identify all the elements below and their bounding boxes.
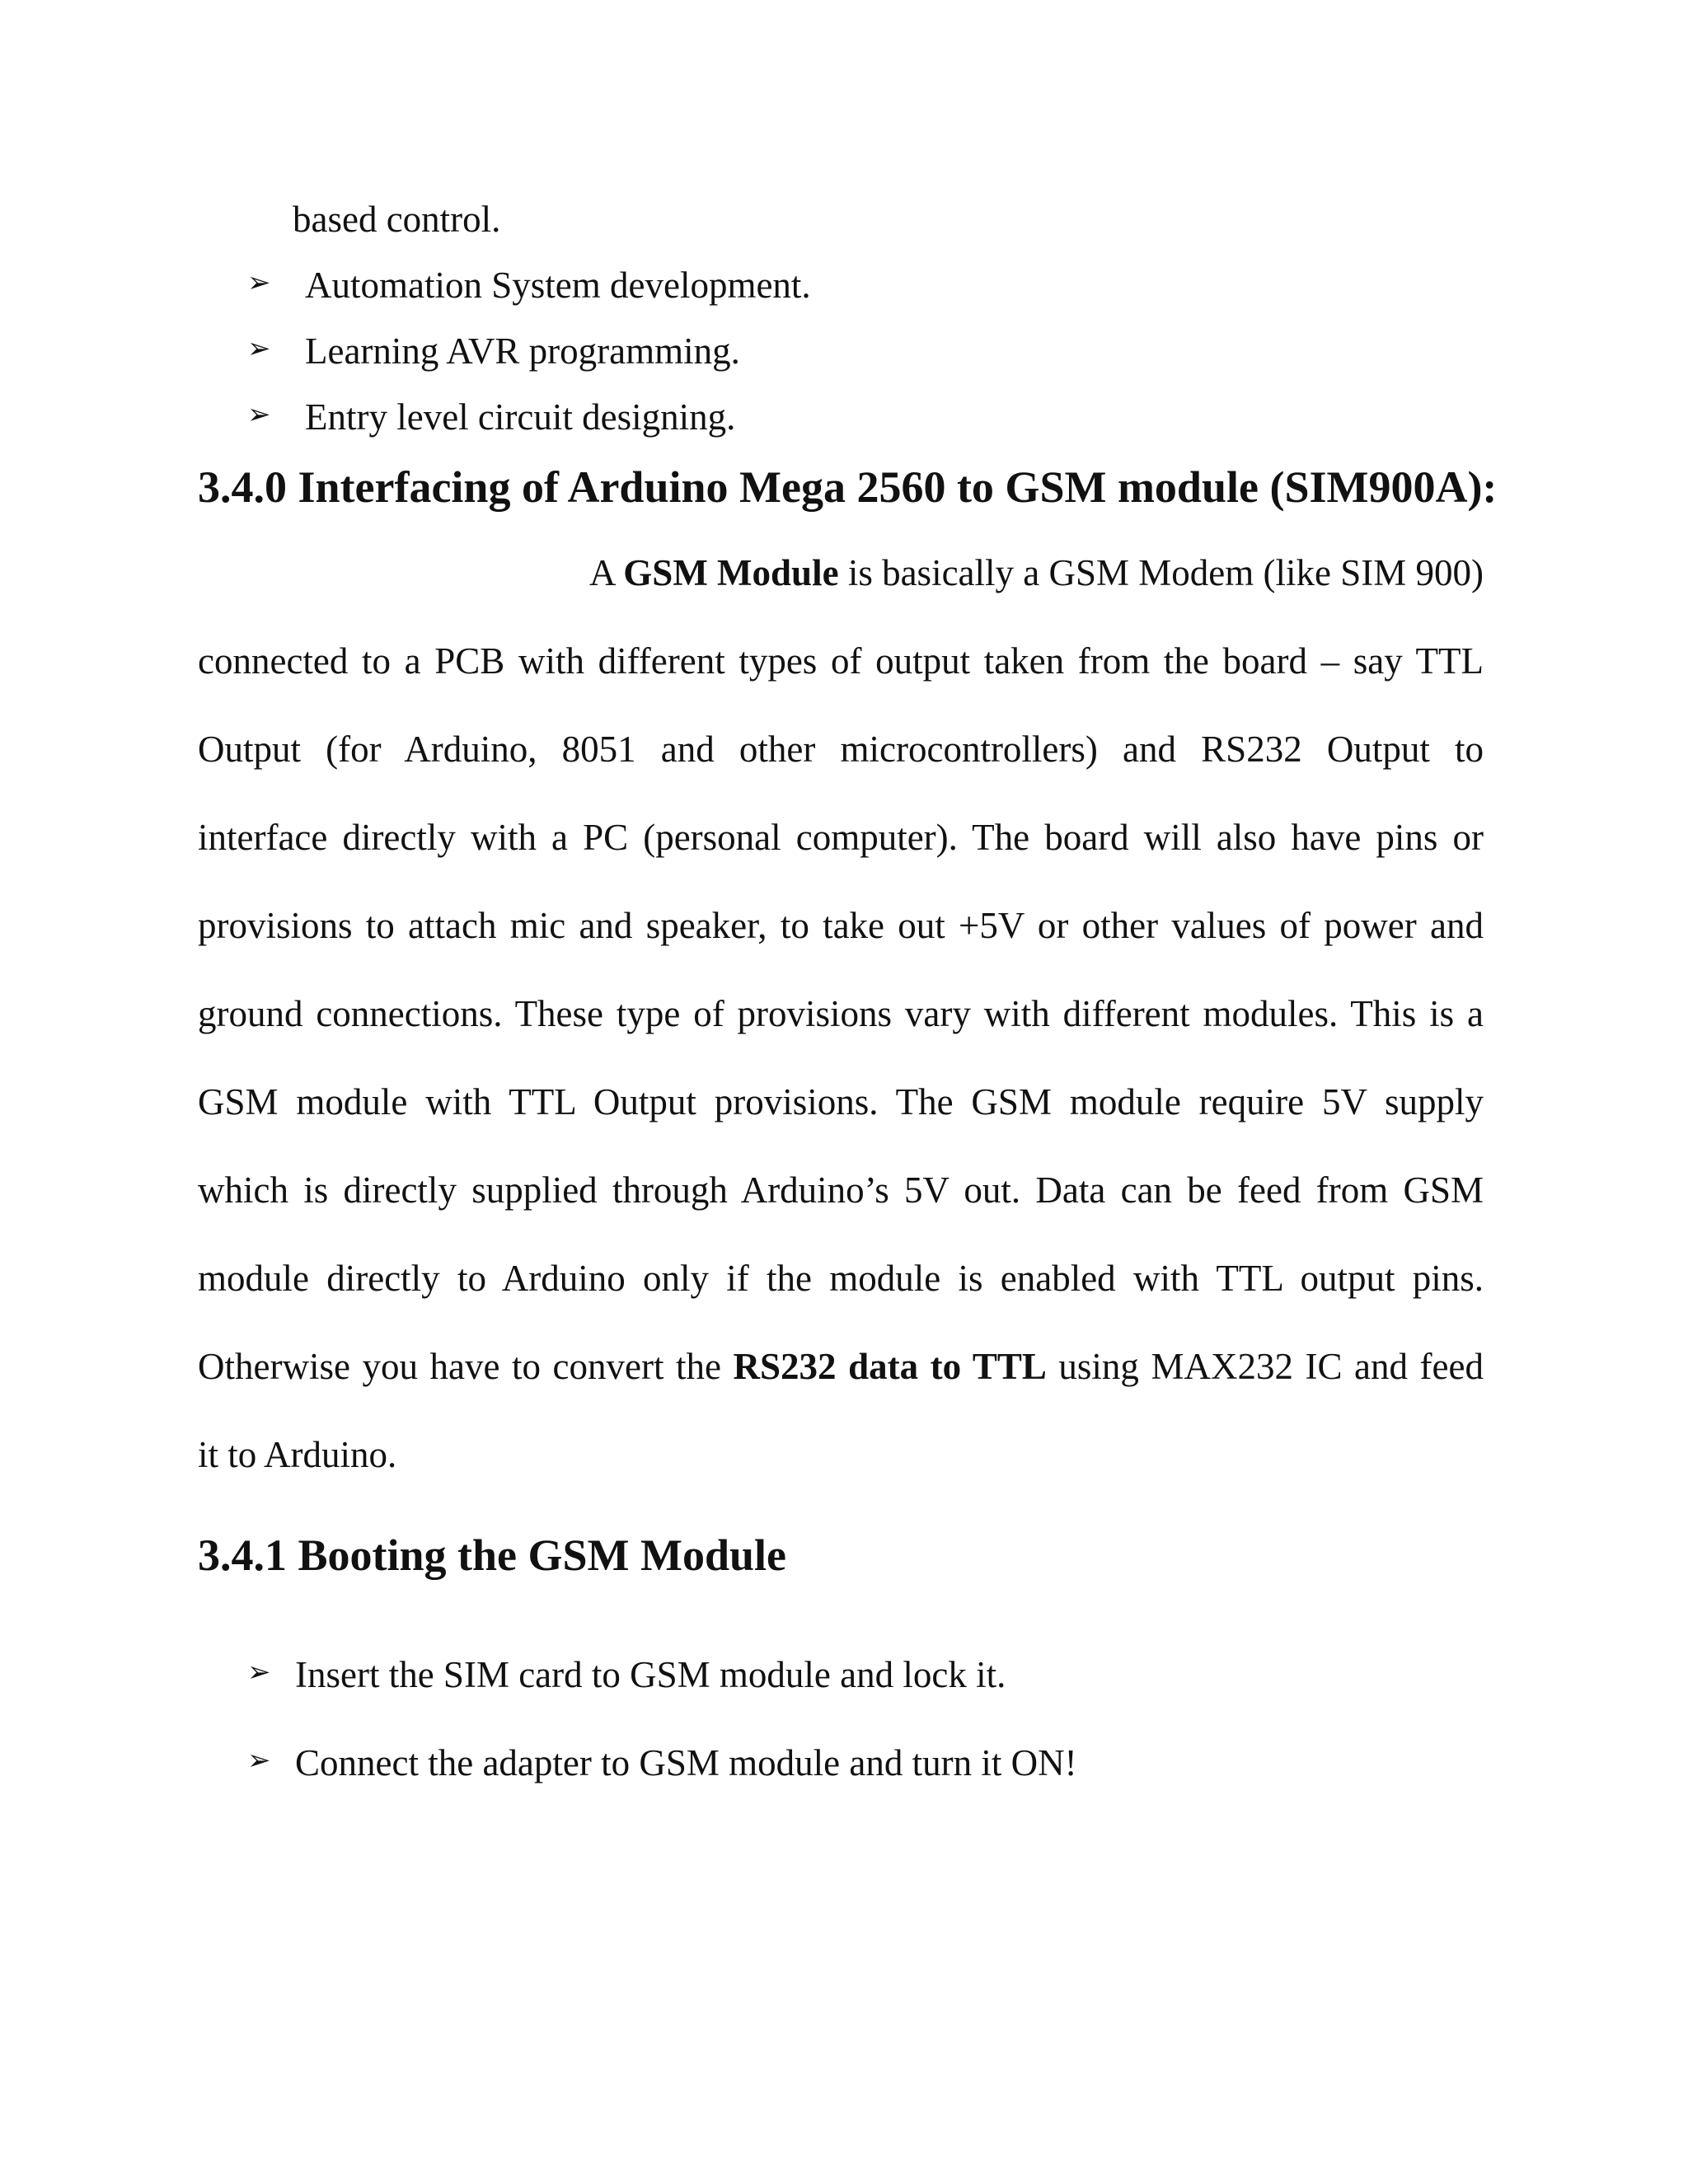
section-heading-3-4-1: 3.4.1 Booting the GSM Module: [198, 1530, 787, 1580]
section-heading-3-4-0: 3.4.0 Interfacing of Arduino Mega 2560 to GSM module (SIM900A):: [198, 462, 1498, 512]
list-item: [247, 267, 811, 304]
bold-term: GSM Module: [623, 552, 839, 593]
paragraph-line: module directly to Arduino only if the module is enabled with TTL output pins.: [198, 1258, 1484, 1299]
intro-continuation-text: based control.: [293, 199, 501, 240]
list-item-text: Automation System development.: [305, 265, 811, 306]
arrow-bullet-icon: ➢: [247, 331, 271, 365]
arrow-bullet-icon: ➢: [247, 265, 271, 299]
list-item-text: Insert the SIM card to GSM module and lock it.: [295, 1654, 1006, 1695]
list-item: [247, 396, 736, 438]
paragraph-line: which is directly supplied through Arduino’s 5V out. Data can be feed from GSM: [198, 1169, 1484, 1211]
list-item-text: Learning AVR programming.: [305, 330, 740, 372]
list-item: [247, 330, 740, 372]
paragraph-line: it to Arduino.: [198, 1434, 397, 1475]
paragraph-line: interface directly with a PC (personal computer). The board will also have pins or: [198, 817, 1484, 858]
list-item-text: Connect the adapter to GSM module and turn it ON!: [295, 1742, 1077, 1783]
arrow-bullet-icon: ➢: [247, 1743, 271, 1777]
paragraph-line: ground connections. These type of provisions vary with different modules. This is a: [198, 993, 1484, 1034]
list-item: [247, 1654, 1006, 1695]
arrow-bullet-icon: ➢: [247, 397, 271, 431]
paragraph-line: Otherwise you have to convert the RS232 data to TTL using MAX232 IC and feed: [198, 1346, 1484, 1387]
paragraph-line: A GSM Module is basically a GSM Modem (like SIM 900): [589, 552, 1484, 593]
list-item-text: Entry level circuit designing.: [305, 396, 736, 438]
paragraph-line: GSM module with TTL Output provisions. The GSM module require 5V supply: [198, 1081, 1484, 1122]
paragraph-line: connected to a PCB with different types of output taken from the board – say TTL: [198, 640, 1484, 682]
bold-term: RS232 data to TTL: [733, 1346, 1047, 1387]
list-item: [247, 1742, 1077, 1783]
paragraph-line: Output (for Arduino, 8051 and other microcontrollers) and RS232 Output to: [198, 729, 1484, 770]
arrow-bullet-icon: ➢: [247, 1655, 271, 1689]
section-paragraph: [198, 529, 1484, 1499]
paragraph-line: provisions to attach mic and speaker, to take out +5V or other values of power and: [198, 905, 1484, 946]
